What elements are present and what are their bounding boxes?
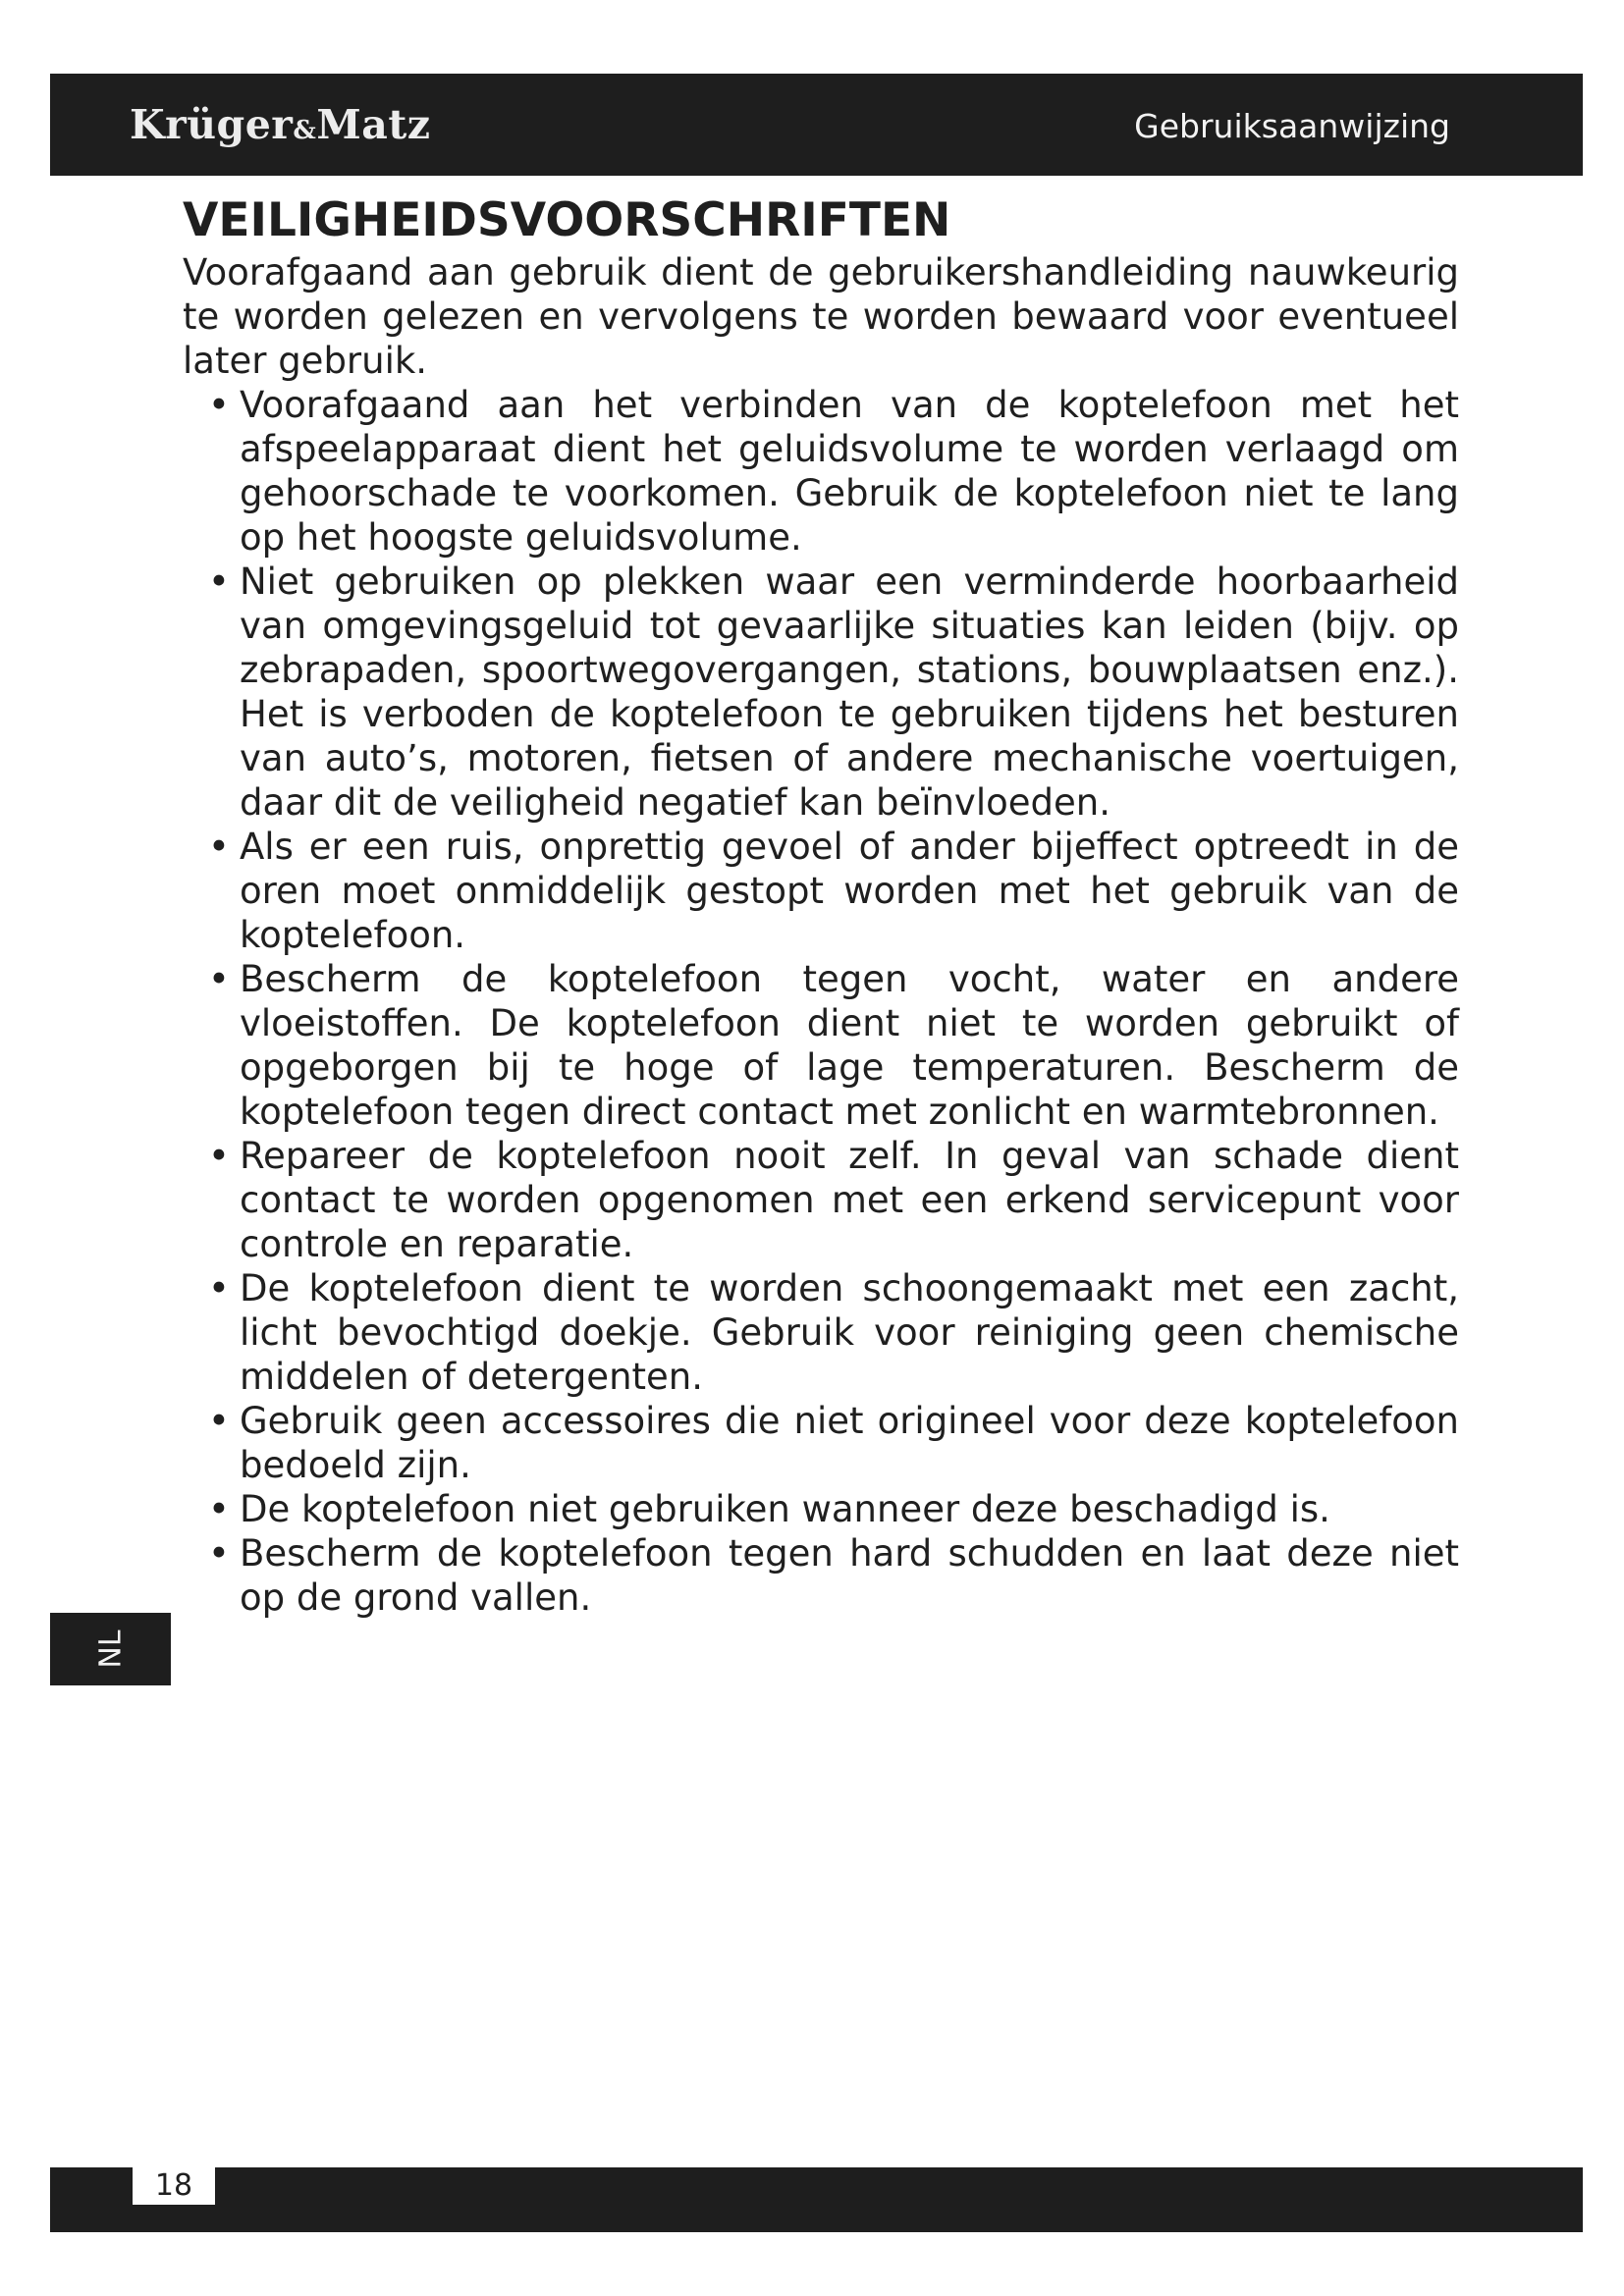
list-item-text: De koptelefoon dient te worden schoongemaakt met een zacht, licht bevochtigd doekje. Gebruik voor reiniging geen chemische middelen of detergenten. xyxy=(240,1267,1459,1398)
main-content xyxy=(183,193,1459,1620)
list-item xyxy=(183,383,1459,560)
bullet-icon: • xyxy=(208,826,230,868)
bullet-icon: • xyxy=(208,958,230,1000)
list-item-text: Gebruik geen accessoires die niet origineel voor deze koptelefoon bedoeld zijn. xyxy=(240,1400,1459,1486)
list-item-text: Repareer de koptelefoon nooit zelf. In geval van schade dient contact te worden opgenomen met een erkend servicepunt voor controle en reparatie. xyxy=(240,1135,1459,1265)
footer-bar xyxy=(50,2167,1583,2232)
safety-list xyxy=(183,383,1459,1620)
list-item-text: Voorafgaand aan het verbinden van de koptelefoon met het afspeelapparaat dient het geluidsvolume te worden verlaagd om gehoorschade te voorkomen. Gebruik de koptelefoon niet te lang op het hoogste geluidsvolume. xyxy=(240,384,1459,559)
list-item xyxy=(183,1531,1459,1620)
brand-part1: Krüger xyxy=(130,101,294,148)
list-item xyxy=(183,957,1459,1134)
language-tab xyxy=(50,1613,171,1685)
document-type-label: Gebruiksaanwijzing xyxy=(1134,107,1450,145)
list-item xyxy=(183,1134,1459,1266)
bullet-icon: • xyxy=(208,1400,230,1442)
list-item-text: Als er een ruis, onprettig gevoel of ander bijeffect optreedt in de oren moet onmiddelijk gestopt worden met het gebruik van de koptelefoon. xyxy=(240,826,1459,956)
brand-ampersand: & xyxy=(293,116,317,145)
page-number: 18 xyxy=(133,2167,215,2205)
brand-part2: Matz xyxy=(316,101,431,148)
intro-paragraph: Voorafgaand aan gebruik dient de gebruikershandleiding nauwkeurig te worden gelezen en vervolgens te worden bewaard voor eventueel later gebruik. xyxy=(183,251,1459,382)
list-item xyxy=(183,1487,1459,1531)
list-item-text: Bescherm de koptelefoon tegen vocht, water en andere vloeistoffen. De koptelefoon dient niet te worden gebruikt of opgeborgen bij te hoge of lage temperaturen. Bescherm de koptelefoon tegen direct contact met zonlicht en warmtebronnen. xyxy=(240,958,1459,1133)
list-item xyxy=(183,1399,1459,1487)
bullet-icon: • xyxy=(208,384,230,426)
list-item-text: De koptelefoon niet gebruiken wanneer deze beschadigd is. xyxy=(240,1488,1330,1530)
bullet-icon: • xyxy=(208,561,230,603)
list-item-text: Bescherm de koptelefoon tegen hard schudden en laat deze niet op de grond vallen. xyxy=(240,1532,1459,1619)
page-title: VEILIGHEIDSVOORSCHRIFTEN xyxy=(183,193,951,247)
bullet-icon: • xyxy=(208,1532,230,1575)
bullet-icon: • xyxy=(208,1488,230,1530)
brand-logo xyxy=(130,101,431,148)
bullet-icon: • xyxy=(208,1135,230,1177)
list-item xyxy=(183,560,1459,825)
bullet-icon: • xyxy=(208,1267,230,1309)
list-item xyxy=(183,1266,1459,1399)
list-item xyxy=(183,825,1459,957)
language-label: NL xyxy=(93,1629,128,1669)
list-item-text: Niet gebruiken op plekken waar een verminderde hoorbaarheid van omgevingsgeluid tot gevaarlijke situaties kan leiden (bijv. op zebrapaden, spoortwegovergangen, stations, bouwplaatsen enz.). Het is verboden de koptelefoon te gebruiken tijdens het besturen van auto’s, motoren, fietsen of andere mechanische voertuigen, daar dit de veiligheid negatief kan beïnvloeden. xyxy=(240,561,1459,824)
header-bar xyxy=(50,74,1583,176)
